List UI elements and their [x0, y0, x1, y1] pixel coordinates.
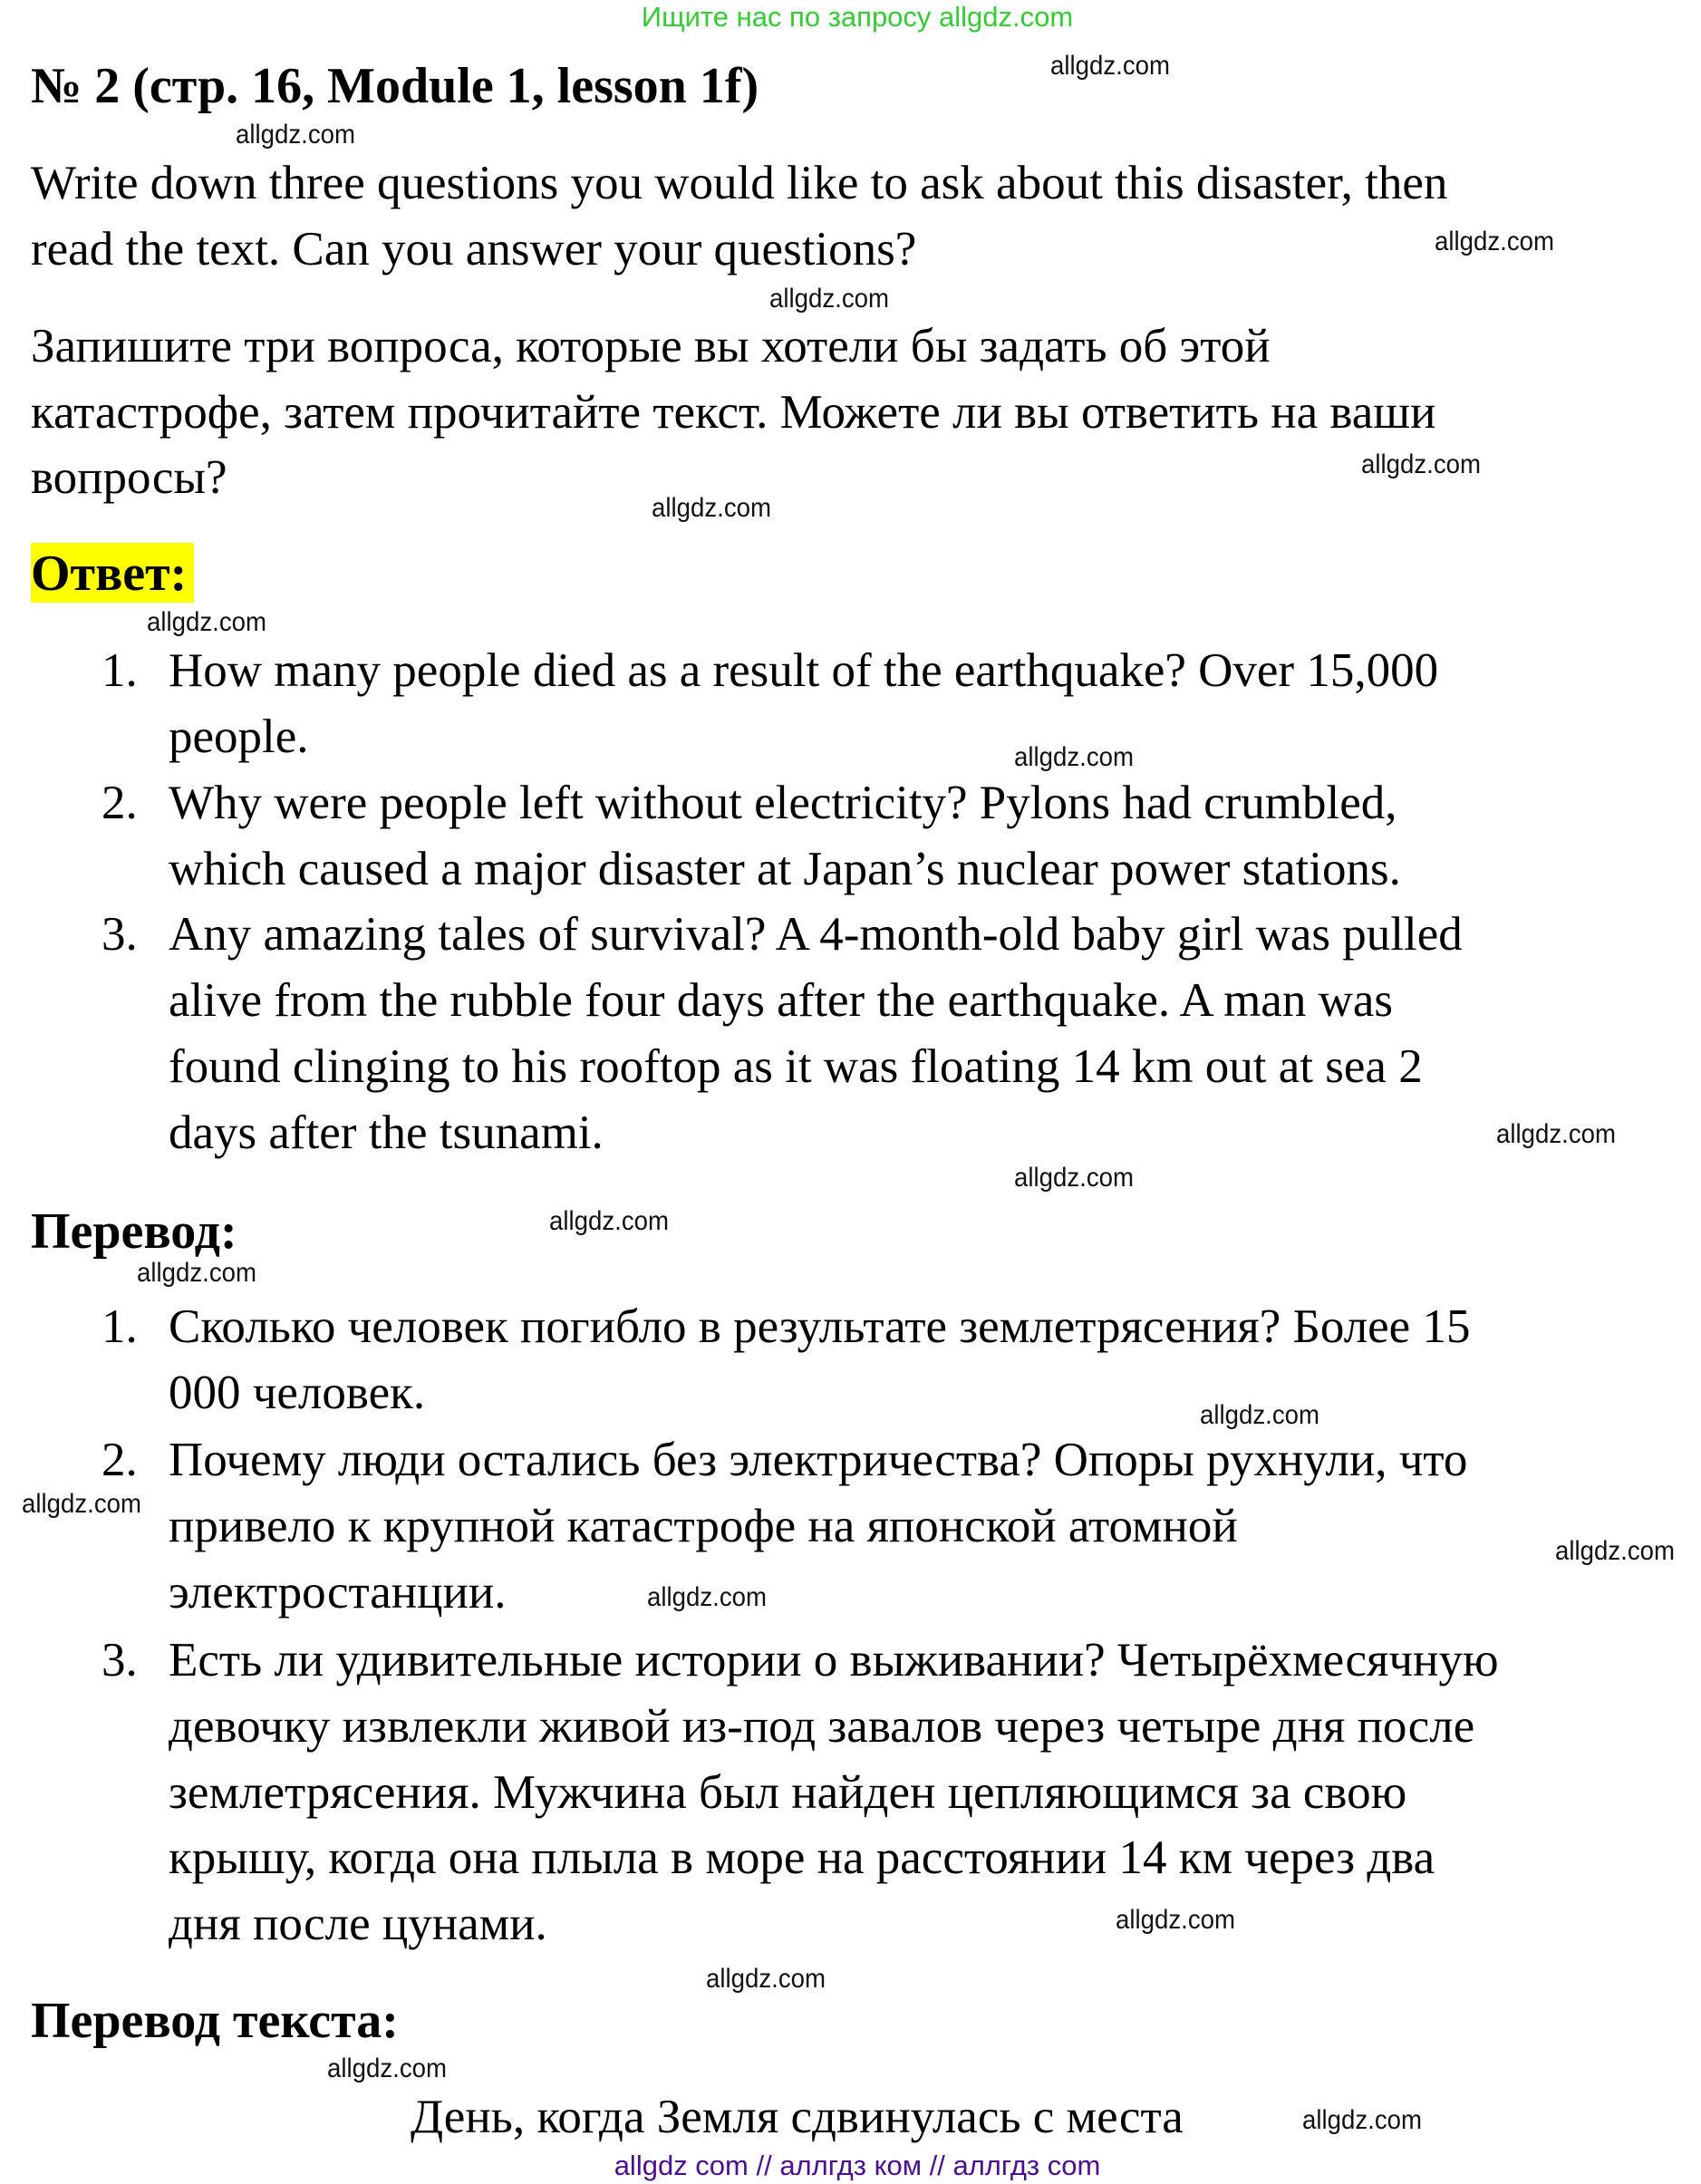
watermark: allgdz.com: [706, 1964, 826, 1994]
task-ru-line: катастрофе, затем прочитайте текст. Можете ли вы ответить на ваши: [31, 386, 1436, 439]
search-banner: Ищите нас по запросу allgdz.com: [641, 1, 1074, 33]
list-number: 3.: [101, 908, 138, 961]
watermark: allgdz.com: [147, 607, 266, 637]
watermark: allgdz.com: [1302, 2105, 1422, 2135]
watermark: allgdz.com: [647, 1582, 767, 1612]
exercise-title: № 2 (стр. 16, Module 1, lesson 1f): [31, 58, 759, 114]
watermark: allgdz.com: [327, 2054, 447, 2083]
watermark: allgdz.com: [1014, 1163, 1134, 1193]
list-number: 2.: [101, 1434, 138, 1486]
answer-heading: Ответ:: [31, 546, 188, 602]
list-item-line: alive from the rubble four days after the earthquake. A man was: [169, 974, 1394, 1027]
text-translation-heading: Перевод текста:: [31, 1993, 399, 2049]
list-item-line: Why were people left without electricity? Pylons had crumbled,: [169, 777, 1397, 829]
watermark: allgdz.com: [236, 120, 355, 150]
list-number: 1.: [101, 1300, 138, 1353]
list-item-line: Есть ли удивительные истории о выживании? Четырёхмесячную: [169, 1634, 1499, 1686]
watermark: allgdz.com: [1116, 1905, 1235, 1935]
list-item-line: days after the tsunami.: [169, 1106, 604, 1159]
task-ru-line: Запишите три вопроса, которые вы хотели бы задать об этой: [31, 320, 1271, 372]
list-item-line: people.: [169, 710, 309, 763]
list-item-line: девочку извлекли живой из-под завалов через четыре дня после: [169, 1700, 1475, 1753]
watermark: allgdz.com: [1200, 1400, 1319, 1430]
watermark: allgdz.com: [1014, 742, 1134, 772]
watermark: allgdz.com: [652, 493, 771, 523]
watermark: allgdz.com: [1050, 51, 1170, 81]
list-item-line: which caused a major disaster at Japan’s nuclear power stations.: [169, 843, 1401, 895]
list-item-line: крышу, когда она плыла в море на расстоянии 14 км через два: [169, 1831, 1435, 1884]
task-en-line: Write down three questions you would like to ask about this disaster, then: [31, 157, 1448, 209]
watermark: allgdz.com: [1496, 1119, 1616, 1149]
list-item-line: электростанции.: [169, 1566, 507, 1619]
task-en-line: read the text. Can you answer your questions?: [31, 223, 917, 275]
list-item-line: Any amazing tales of survival? A 4-month-old baby girl was pulled: [169, 908, 1463, 961]
list-item-line: землетрясения. Мужчина был найден цепляющимся за свою: [169, 1766, 1407, 1819]
list-item-line: How many people died as a result of the earthquake? Over 15,000: [169, 644, 1439, 697]
list-number: 3.: [101, 1634, 138, 1686]
list-item-line: Сколько человек погибло в результате землетрясения? Более 15: [169, 1300, 1471, 1353]
list-item-line: found clinging to his rooftop as it was floating 14 km out at sea 2: [169, 1040, 1423, 1093]
watermark: allgdz.com: [1555, 1536, 1675, 1566]
watermark: allgdz.com: [22, 1489, 141, 1519]
list-item-line: Почему люди остались без электричества? Опоры рухнули, что: [169, 1434, 1468, 1486]
list-number: 2.: [101, 777, 138, 829]
list-item-line: 000 человек.: [169, 1367, 426, 1419]
list-item-line: привело к крупной катастрофе на японской атомной: [169, 1500, 1238, 1552]
text-title: День, когда Земля сдвинулась с места: [411, 2091, 1184, 2143]
footer-links: allgdz com // аллгдз ком // аллгдз com: [614, 2150, 1101, 2181]
watermark: allgdz.com: [137, 1258, 256, 1288]
list-item-line: дня после цунами.: [169, 1898, 547, 1950]
list-number: 1.: [101, 644, 138, 697]
watermark: allgdz.com: [769, 284, 889, 314]
watermark: allgdz.com: [1435, 227, 1554, 256]
task-ru-line: вопросы?: [31, 451, 227, 504]
watermark: allgdz.com: [1361, 449, 1481, 479]
watermark: allgdz.com: [549, 1206, 669, 1236]
translation-heading: Перевод:: [31, 1203, 237, 1260]
